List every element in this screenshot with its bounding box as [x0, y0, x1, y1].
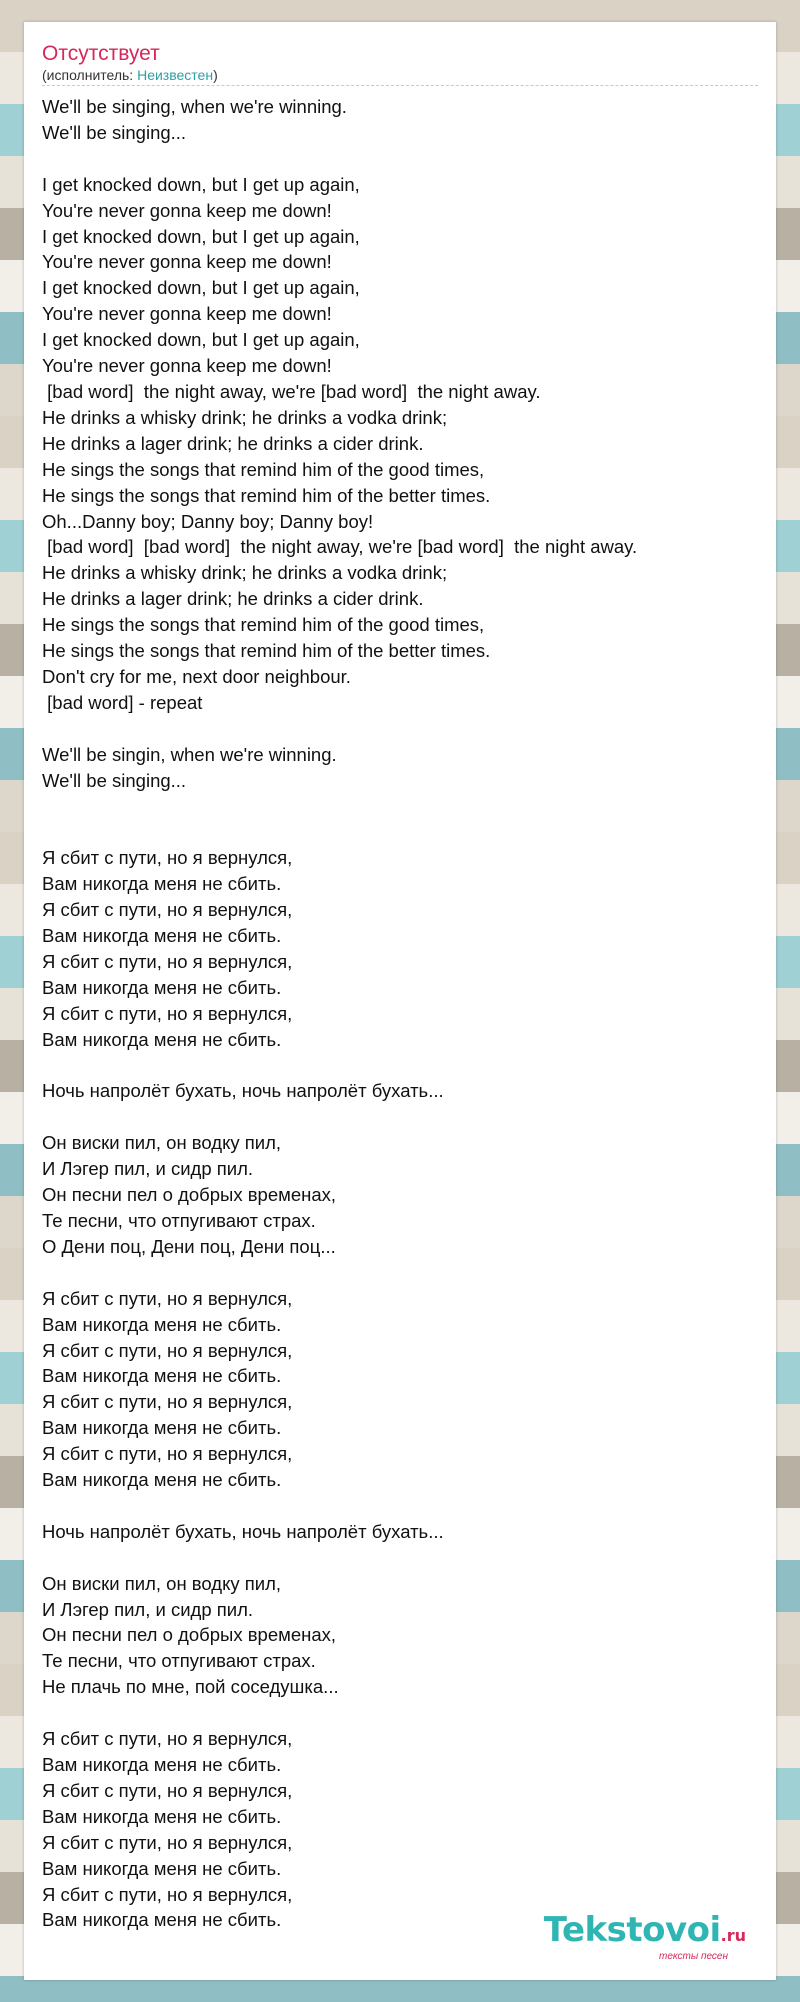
song-subtitle [42, 66, 758, 86]
logo-brand-name: Tekstovoi [543, 1910, 721, 1950]
logo-tld: .ru [720, 1926, 746, 1945]
lyrics-text: We'll be singing, when we're winning. We'll be singing... I get knocked down, but I get up again, You're never gonna keep me down! I get knocked down, but I get up again, You're never gonna keep me down! I get knocked down, but I get up again, You're never gonna keep me down! I get knocked down, but I get up again, You're never gonna keep me down! [bad word] the night away, we're [bad word] the night away. He drinks a whisky drink; he drinks a vodka drink; He drinks a lager drink; he drinks a cider drink. He sings the songs that remind him of the good times, He sings the songs that remind him of the better times. Oh...Danny boy; Danny boy; Danny boy! [bad word] [bad word] the night away, we're [bad word] the night away. He drinks a whisky drink; he drinks a vodka drink; He drinks a lager drink; he drinks a cider drink. He sings the songs that remind him of the good times, He sings the songs that remind him of the better times. Don't cry for me, next door neighbour. [bad word] - repeat We'll be singin, when we're winning. We'll be singing... Я сбит с пути, но я вернулся, Вам никогда меня не сбить. Я сбит с пути, но я вернулся, Вам никогда меня не сбить. Я сбит с пути, но я вернулся, Вам никогда меня не сбить. Я сбит с пути, но я вернулся, Вам никогда меня не сбить. Ночь напролёт бухать, ночь напролёт бухать... Он виски пил, он водку пил, И Лэгер пил, и сидр пил. Он песни пел о добрых временах, Те песни, что отпугивают страх. О Дени поц, Дени поц, Дени поц... Я сбит с пути, но я вернулся, Вам никогда меня не сбить. Я сбит с пути, но я вернулся, Вам никогда меня не сбить. Я сбит с пути, но я вернулся, Вам никогда меня не сбить. Я сбит с пути, но я вернулся, Вам никогда меня не сбить. Ночь напролёт бухать, ночь напролёт бухать... Он виски пил, он водку пил, И Лэгер пил, и сидр пил. Он песни пел о добрых временах, Те песни, что отпугивают страх. Не плачь по мне, пой соседушка... Я сбит с пути, но я вернулся, Вам никогда меня не сбить. Я сбит с пути, но я вернулся, Вам никогда меня не сбить. Я сбит с пути, но я вернулся, Вам никогда меня не сбить. Я сбит с пути, но я вернулся, Вам никогда меня не сбить. [42, 96, 638, 1931]
logo-brand [543, 1910, 746, 1953]
artist-prefix: (исполнитель: [42, 67, 138, 83]
artist-link[interactable]: Неизвестен [137, 67, 214, 83]
logo-tagline: тексты песен [659, 1951, 728, 1962]
lyrics-card [24, 22, 776, 1980]
artist-suffix: ) [213, 67, 218, 83]
site-logo[interactable] [543, 1910, 746, 1962]
song-title: Отсутствует [42, 42, 160, 65]
